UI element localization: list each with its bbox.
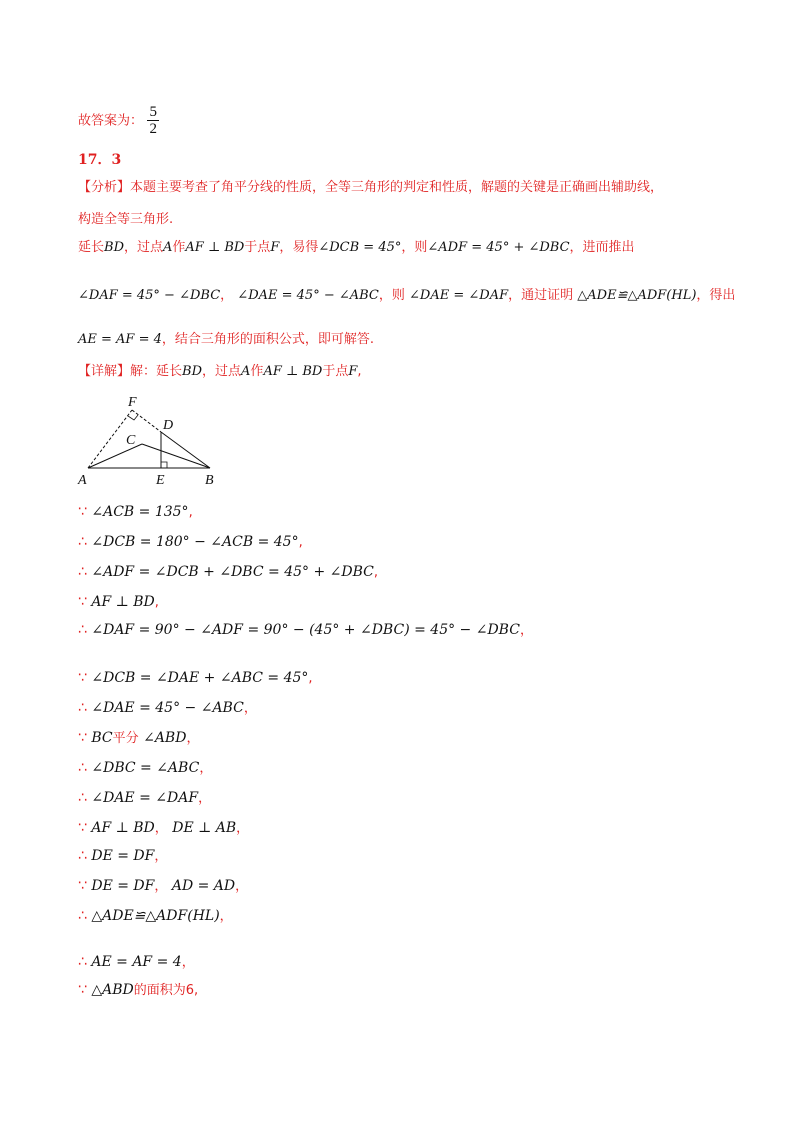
therefore-symbol: ∴ (78, 954, 92, 970)
step-punctuation: ， (154, 849, 168, 864)
analysis-line-2: 构造全等三角形. (78, 212, 174, 227)
therefore-symbol: ∴ (78, 760, 92, 776)
proof-step (78, 562, 378, 583)
step-text: 平分 (112, 731, 139, 746)
math: ∠DAE = 45° − ∠ABC (237, 288, 379, 303)
because-symbol: ∵ (78, 504, 92, 520)
because-symbol: ∵ (78, 670, 92, 686)
step-math: ∠ACB = 135° (91, 504, 189, 520)
text: ， (220, 288, 234, 303)
step-punctuation: , (373, 565, 379, 580)
proof-step (78, 980, 198, 1001)
step-punctuation: ， (198, 791, 212, 806)
text: 作 (172, 240, 186, 255)
right-angle-e (161, 462, 167, 468)
step-math: DE ⊥ AB (167, 820, 237, 836)
math: AF ⊥ BD (185, 240, 245, 255)
text: ，结合三角形的面积公式，即可解答. (161, 332, 375, 347)
step-math: ∠DCB = 180° − ∠ACB = 45° (91, 534, 299, 550)
proof-step (78, 728, 199, 749)
text: ，得出 (696, 288, 736, 303)
step-math: ∠DBC = ∠ABC (91, 760, 200, 776)
therefore-symbol: ∴ (78, 908, 92, 924)
proof-step (78, 758, 212, 779)
text: ，通过证明 (508, 288, 574, 303)
step-punctuation: ， (235, 879, 249, 894)
analysis-text-1: 本题主要考查了角平分线的性质，全等三角形的判定和性质，解题的关键是正确画出辅助线， (130, 180, 664, 195)
step-math: △ADE≌△ADF(HL) (91, 908, 220, 924)
therefore-symbol: ∴ (78, 790, 92, 806)
text: 于点 (244, 240, 271, 255)
therefore-symbol: ∴ (78, 534, 92, 550)
answer-label: 故答案为： (78, 113, 144, 129)
step-punctuation: ， (186, 731, 200, 746)
math: F (348, 364, 358, 379)
geometry-figure (70, 392, 230, 490)
text: 解：延长 (130, 364, 183, 379)
step-punctuation: , (154, 595, 159, 610)
math: AF ⊥ BD (263, 364, 323, 379)
analysis-tag: 【分析】 (78, 180, 131, 195)
step-math: ∠DAE = ∠DAF (91, 790, 199, 806)
text: 于点 (322, 364, 349, 379)
math: ∠DAF = 45° − ∠DBC (78, 288, 221, 303)
step-math: AF ⊥ BD (91, 594, 155, 610)
text: ，过点 (124, 240, 164, 255)
step-math: ∠ADF = ∠DCB + ∠DBC = 45° + ∠DBC (91, 564, 374, 580)
step-math: ∠ABD (138, 730, 187, 746)
step-text: ， (154, 879, 168, 894)
proof-step (78, 698, 257, 719)
text: ，过点 (202, 364, 242, 379)
proof-step (78, 668, 313, 689)
math: BD (104, 240, 124, 255)
fraction-numerator: 5 (149, 104, 157, 120)
label-a: A (78, 473, 87, 488)
step-math: ∠DAF = 90° − ∠ADF = 90° − (45° + ∠DBC) = 45° − ∠DBC (91, 622, 520, 638)
analysis-line-3 (78, 238, 635, 258)
math: ∠DAE = ∠DAF (409, 288, 509, 303)
proof-step (78, 876, 248, 897)
math: ∠ADF = 45° + ∠DBC (427, 240, 570, 255)
step-punctuation: ， (519, 623, 533, 638)
fraction-denominator: 2 (149, 121, 157, 137)
right-angle-f (128, 415, 138, 420)
math: A (163, 240, 173, 255)
math: △ADE≌△ADF(HL) (577, 288, 697, 303)
line-cb (142, 444, 210, 468)
step-math: AF ⊥ BD (91, 820, 155, 836)
proof-step (78, 846, 167, 867)
therefore-symbol: ∴ (78, 700, 92, 716)
label-e: E (156, 473, 165, 488)
text: ，易得 (279, 240, 319, 255)
therefore-symbol: ∴ (78, 848, 92, 864)
step-math: AE = AF = 4 (91, 954, 182, 970)
question-17-number: 17．3 (78, 152, 122, 168)
because-symbol: ∵ (78, 730, 92, 746)
step-math: BC (91, 730, 113, 746)
proof-step (78, 952, 195, 973)
step-math: △ABD (91, 982, 134, 998)
step-text: 的面积为6, (133, 983, 199, 998)
detail-tag: 【详解】 (78, 364, 131, 379)
step-punctuation: , (188, 505, 193, 520)
line-fd (132, 410, 161, 432)
line-db (161, 432, 210, 468)
proof-step (78, 532, 303, 553)
label-c: C (126, 433, 136, 448)
math: BD (182, 364, 203, 379)
step-math: ∠DCB = ∠DAE + ∠ABC = 45° (91, 670, 309, 686)
text: ，则 (401, 240, 428, 255)
text: ，则 (378, 288, 405, 303)
proof-step (78, 906, 233, 927)
math: F (270, 240, 280, 255)
proof-step (78, 502, 193, 523)
step-punctuation: ， (219, 909, 233, 924)
text: , (357, 364, 362, 379)
proof-step (78, 788, 211, 809)
step-punctuation: ， (181, 955, 195, 970)
math: ∠DCB = 45° (318, 240, 402, 255)
label-d: D (163, 418, 174, 433)
therefore-symbol: ∴ (78, 564, 92, 580)
text: 作 (250, 364, 264, 379)
step-punctuation: ， (236, 821, 250, 836)
therefore-symbol: ∴ (78, 622, 92, 638)
because-symbol: ∵ (78, 820, 92, 836)
because-symbol: ∵ (78, 594, 92, 610)
proof-step (78, 620, 533, 641)
step-punctuation: ， (243, 701, 257, 716)
math: AE = AF = 4 (78, 332, 162, 347)
answer-fraction (147, 104, 159, 137)
proof-step (78, 818, 249, 839)
proof-step (78, 592, 159, 613)
analysis-line-4 (78, 286, 735, 306)
step-math: AD = AD (167, 878, 236, 894)
label-f: F (128, 395, 137, 410)
text: ，进而推出 (569, 240, 635, 255)
step-punctuation: , (298, 535, 303, 550)
step-math: DE = DF (91, 848, 155, 864)
step-punctuation: , (308, 671, 313, 686)
previous-answer-line (78, 104, 159, 137)
step-punctuation: ， (199, 761, 213, 776)
because-symbol: ∵ (78, 878, 92, 894)
because-symbol: ∵ (78, 982, 92, 998)
math: A (241, 364, 251, 379)
label-b: B (205, 473, 214, 488)
step-math: ∠DAE = 45° − ∠ABC (91, 700, 244, 716)
analysis-line-5 (78, 330, 374, 350)
step-text: ， (154, 821, 168, 836)
step-math: DE = DF (91, 878, 155, 894)
analysis-line-1 (78, 178, 663, 198)
text: 延长 (78, 240, 105, 255)
detail-line-1 (78, 362, 362, 382)
